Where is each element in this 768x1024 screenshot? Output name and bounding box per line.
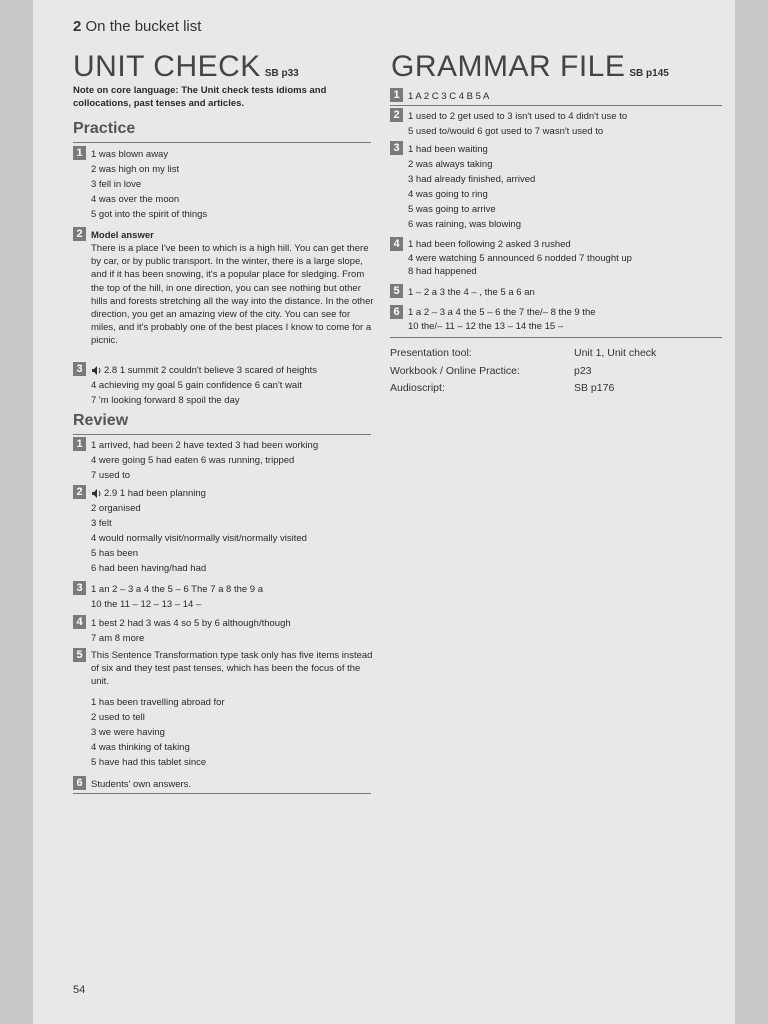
answer-lines [408,306,596,333]
grammar-file-title [391,52,669,82]
resource-label: Audioscript: [390,382,445,394]
answer-line: 1 was blown away [91,149,169,160]
workbook-page [33,0,735,1024]
unit-header [73,18,201,35]
answer-line: 1 arrived, had been 2 have texted 3 had been working [91,440,319,451]
unit-check-ref: SB p33 [264,68,299,79]
review-rule [73,434,371,435]
answer-lines [91,616,291,646]
answer-line: 5 was going to arrive [408,204,496,215]
answer-line: Students' own answers. [91,779,192,790]
unit-number: 2 [73,18,82,35]
answer-lines [408,285,535,300]
answer-line: 3 we were having [91,727,165,738]
item-number: 2 [73,227,86,241]
answer-line: 1 an 2 – 3 a 4 the 5 – 6 The 7 a 8 the 9 a [91,584,264,595]
answer-line: 8 had happened [408,266,477,277]
practice-heading: Practice [73,120,136,137]
answer-line: 5 used to/would 6 got used to 7 wasn't used to [408,126,604,137]
answer-line: 7 used to [91,470,131,481]
item-number: 3 [73,581,86,595]
grammar-rule-1 [390,105,722,106]
answer-line: 1 – 2 a 3 the 4 – , the 5 a 6 an [408,287,535,298]
item-number: 1 [73,146,86,160]
resource-values [574,345,724,398]
answer-lines [408,109,627,139]
answer-line: 4 achieving my goal 5 gain confidence 6 can't wait [91,380,302,391]
answer-line: 7 am 8 more [91,633,145,644]
grammar-end-rule [390,337,722,338]
answer-line: 1 best 2 had 3 was 4 so 5 by 6 although/though [91,618,291,629]
page-number: 54 [73,984,86,996]
answer-line: 4 was going to ring [408,189,488,200]
model-answer-title: Model answer [91,230,154,241]
answer-line: 3 had already finished, arrived [408,174,536,185]
item-number: 2 [73,485,86,499]
grammar-file-ref: SB p145 [629,68,669,79]
item-number: 3 [73,362,86,376]
grammar-file-heading: GRAMMAR FILE [391,50,626,83]
answer-line: 1 a 2 – 3 a 4 the 5 – 6 the 7 the/– 8 the 9 the [408,307,596,318]
item-number: 4 [390,237,403,251]
answer-lines [104,486,206,501]
answer-line: 1 had been waiting [408,144,488,155]
item-number: 1 [73,437,86,451]
answer-line: 1 A 2 C 3 C 4 B 5 A [408,91,490,102]
answer-lines [408,142,535,232]
unit-check-heading: UNIT CHECK [73,50,261,83]
answer-line: 4 was thinking of taking [91,742,190,753]
answer-line: 2 organised [91,503,141,514]
audio-icon [92,489,102,498]
item-number: 5 [73,648,86,662]
item-number: 1 [390,88,403,102]
answer-line: 6 was raining, was blowing [408,219,522,230]
answer-line: 1 used to 2 get used to 3 isn't used to 4 didn't use to [408,111,628,122]
task-note: This Sentence Transformation type task only has five items instead of six and they test past tenses, which has been the focus of the unit. [91,650,373,688]
answer-line: 2 was high on my list [91,164,180,175]
answer-lines [104,363,317,378]
answer-lines-cont [91,378,302,408]
answer-line: 7 'm looking forward 8 spoil the day [91,395,240,406]
answer-line: 2.8 1 summit 2 couldn't believe 3 scared of heights [104,365,318,376]
resource-value: Unit 1, Unit check [574,347,657,359]
answer-line: 2 used to tell [91,712,145,723]
answer-lines [408,238,632,279]
answer-line: 1 had been following 2 asked 3 rushed [408,239,571,250]
answer-line: 2.9 1 had been planning [104,488,206,499]
answer-line: 2 was always taking [408,159,493,170]
answer-line: 5 has been [91,548,139,559]
item-number: 4 [73,615,86,629]
answer-line: 10 the/– 11 – 12 the 13 – 14 the 15 – [408,320,564,332]
answer-line: 3 felt [91,518,112,529]
resource-value: p23 [574,364,592,377]
answer-lines [408,89,489,104]
unit-check-title [73,52,299,82]
resource-value: SB p176 [574,382,615,394]
answer-lines [91,147,207,222]
answer-lines-cont [91,501,307,576]
practice-rule [73,142,371,143]
review-heading: Review [73,412,129,429]
answer-lines [91,695,225,770]
core-language-note: Note on core language: The Unit check tests idioms and collocations, past tenses and articles. [73,85,327,109]
item-number: 6 [390,305,403,319]
answer-line: 5 got into the spirit of things [91,209,208,220]
answer-line: 4 were going 5 had eaten 6 was running, tripped [91,455,295,466]
answer-line: 4 would normally visit/normally visit/normally visited [91,533,307,544]
unit-title: On the bucket list [85,18,202,35]
item-number: 3 [390,141,403,155]
answer-line: 1 has been travelling abroad for [91,697,225,708]
answer-line: 6 had been having/had had [91,563,207,574]
item-number: 6 [73,776,86,790]
answer-line: 10 the 11 – 12 – 13 – 14 – [91,599,202,610]
answer-line: 4 was over the moon [91,194,180,205]
answer-lines [91,582,263,612]
resource-label: Workbook / Online Practice: [390,364,520,377]
answer-lines [91,777,191,792]
item-number: 2 [390,108,403,122]
answer-line: 4 were watching 5 announced 6 nodded 7 thought up [408,252,632,264]
answer-line: 3 fell in love [91,179,142,190]
audio-icon [92,366,102,375]
item-number: 5 [390,284,403,298]
answer-line: 5 have had this tablet since [91,757,207,768]
resource-label: Presentation tool: [390,347,472,359]
model-answer-text: There is a place I've been to which is a high hill. You can get there by car, or by public transport. In the winter, there is a large slope, and if it has been snowing, it's a popular place for sledging. From the top of the hill, in one direction, you can see nothing but other hills and forests stretching all the way into the distance. In the other direction, you get an amazing view of the city. You can see for miles, and it's probably one of the best places I know to come for a picnic. [91,243,374,347]
review-end-rule [73,793,371,794]
answer-lines [91,438,318,483]
